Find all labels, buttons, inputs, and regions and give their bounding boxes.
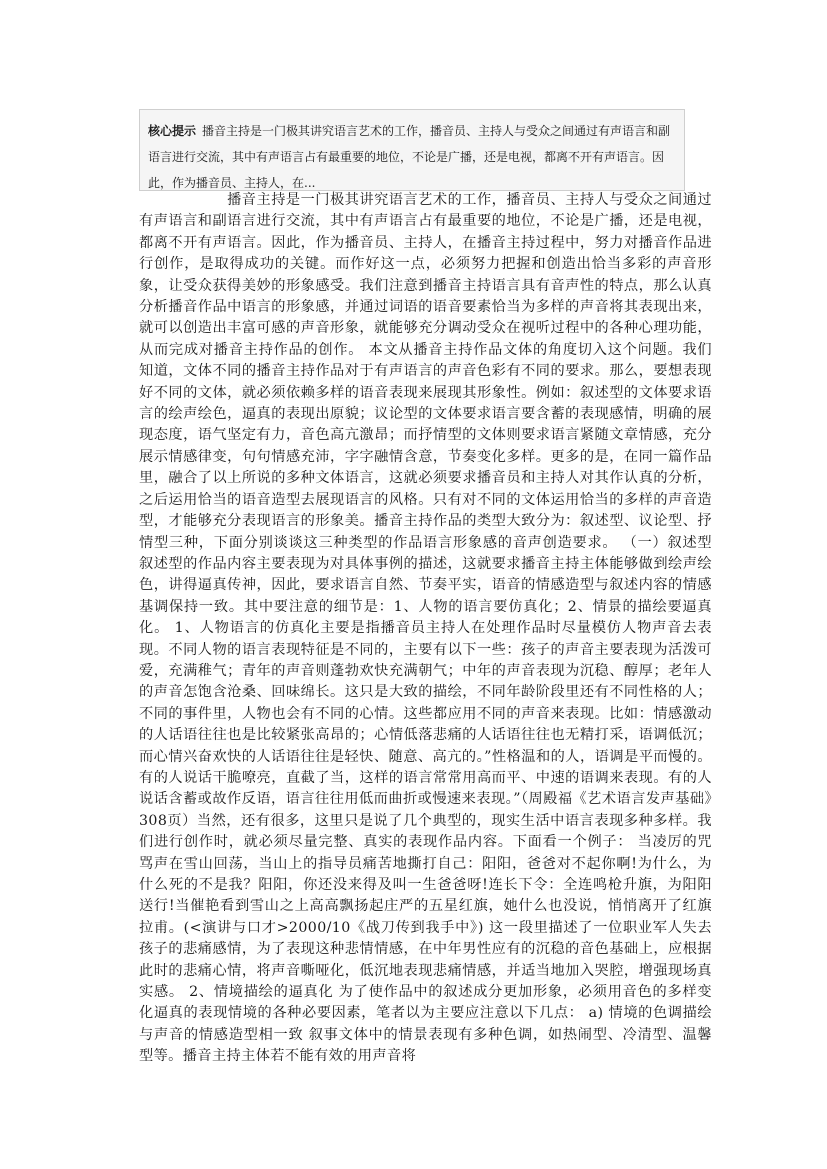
summary-box bbox=[139, 109, 685, 191]
summary-label: 核心提示 bbox=[148, 124, 197, 138]
article-body bbox=[139, 190, 712, 1068]
summary-text: 播音主持是一门极其讲究语言艺术的工作，播音员、主持人与受众之间通过有声语言和副语言进行交流，其中有声语言占有最重要的地位，不论是广播，还是电视，都离不开有声语言。因此，作为播音员、主持人，在... bbox=[148, 124, 671, 190]
article-text: 播音主持是一门极其讲究语言艺术的工作，播音员、主持人与受众之间通过有声语言和副语言进行交流，其中有声语言占有最重要的地位，不论是广播，还是电视，都离不开有声语言。因此，作为播音员、主持人，在播音主持过程中，努力对播音作品进行创作，是取得成功的关键。而作好这一点，必须努力把握和创造出恰当多彩的声音形象，让受众获得美妙的形象感受。我们注意到播音主持语言具有音声性的特点，那么认真分析播音作品中语言的形象感，并通过词语的语音要素恰当为多样的声音将其表现出来，就可以创造出丰富可感的声音形象，就能够充分调动受众在视听过程中的各种心理功能，从而完成对播音主持作品的创作。 本文从播音主持作品文体的角度切入这个问题。我们知道，文体不同的播音主持作品对于有声语言的声音色彩有不同的要求。那么，要想表现好不同的文体，就必须依赖多样的语音表现来展现其形象性。例如：叙述型的文体要求语言的绘声绘色，逼真的表现出原貌；议论型的文体要求语言要含蓄的表现感情，明确的展现态度，语气坚定有力，音色高亢激昂；而抒情型的文体则要求语言紧随文章情感，充分展示情感律变，句句情感充沛，字字融情含意，节奏变化多样。更多的是，在同一篇作品里，融合了以上所说的多种文体语言，这就必须要求播音员和主持人对其作认真的分析，之后运用恰当的语音造型去展现语言的风格。只有对不同的文体运用恰当的多样的声音造型，才能够充分表现语言的形象美。播音主持作品的类型大致分为：叙述型、议论型、抒情型三种，下面分别谈谈这三种类型的作品语言形象感的音声创造要求。 （一）叙述型 叙述型的作品内容主要表现为对具体事例的描述，这就要求播音主持主体能够做到绘声绘色，讲得逼真传神，因此，要求语言自然、节奏平实，语音的情感造型与叙述内容的情感基调保持一致。其中要注意的细节是：1、人物的语言要仿真化；2、情景的描绘要逼真化。 1、人物语言的仿真化主要是指播音员主持人在处理作品时尽量模仿人物声音去表现。不同人物的语言表现特征是不同的，主要有以下一些：孩子的声音主要表现为活泼可爱，充满稚气；青年的声音则蓬勃欢快充满朝气；中年的声音表现为沉稳、醇厚；老年人的声音怎饱含沧桑、回味绵长。这只是大致的描绘，不同年龄阶段里还有不同性格的人；不同的事件里，人物也会有不同的心情。这些都应用不同的声音来表现。比如：情感激动的人话语往往也是比较紧张高昂的；心情低落悲痛的人话语往往也无精打采，语调低沉；而心情兴奋欢快的人话语往往是轻快、随意、高亢的。”性格温和的人，语调是平而慢的。有的人说话干脆嘹亮，直截了当，这样的语言常常用高而平、中速的语调来表现。有的人说话含蓄或故作反语，语言往往用低而曲折或慢速来表现。”（周殿福《艺术语言发声基础》308页）当然，还有很多，这里只是说了几个典型的，现实生活中语言表现多种多样。我们进行创作时，就必须尽量完整、真实的表现作品内容。下面看一个例子： 当凌厉的咒骂声在雪山回荡，当山上的指导员痛苦地撕打自己：阳阳，爸爸对不起你啊!为什么，为什么死的不是我？阳阳，你还没来得及叫一生爸爸呀!连长下令：全连鸣枪升旗，为阳阳送行!当催艳看到雪山之上高高飘扬起庄严的五星红旗，她什么也没说，悄悄离开了红旗拉甫。(<演讲与口才>2000/10《战刀传到我手中》) 这一段里描述了一位职业军人失去孩子的悲痛感情，为了表现这种悲情情感，在中年男性应有的沉稳的音色基础上，应根据此时的悲痛心情，将声音嘶哑化，低沉地表现悲痛情感，并适当地加入哭腔，增强现场真实感。 2、情境描绘的逼真化 为了使作品中的叙述成分更加形象，必须用音色的多样变化逼真的表现情境的各种必要因素，笔者以为主要应注意以下几点： a) 情境的色调描绘与声音的情感造型相一致 叙事文体中的情景表现有多种色调，如热闹型、冷清型、温馨型等。播音主持主体若不能有效的用声音将 bbox=[139, 192, 712, 1065]
